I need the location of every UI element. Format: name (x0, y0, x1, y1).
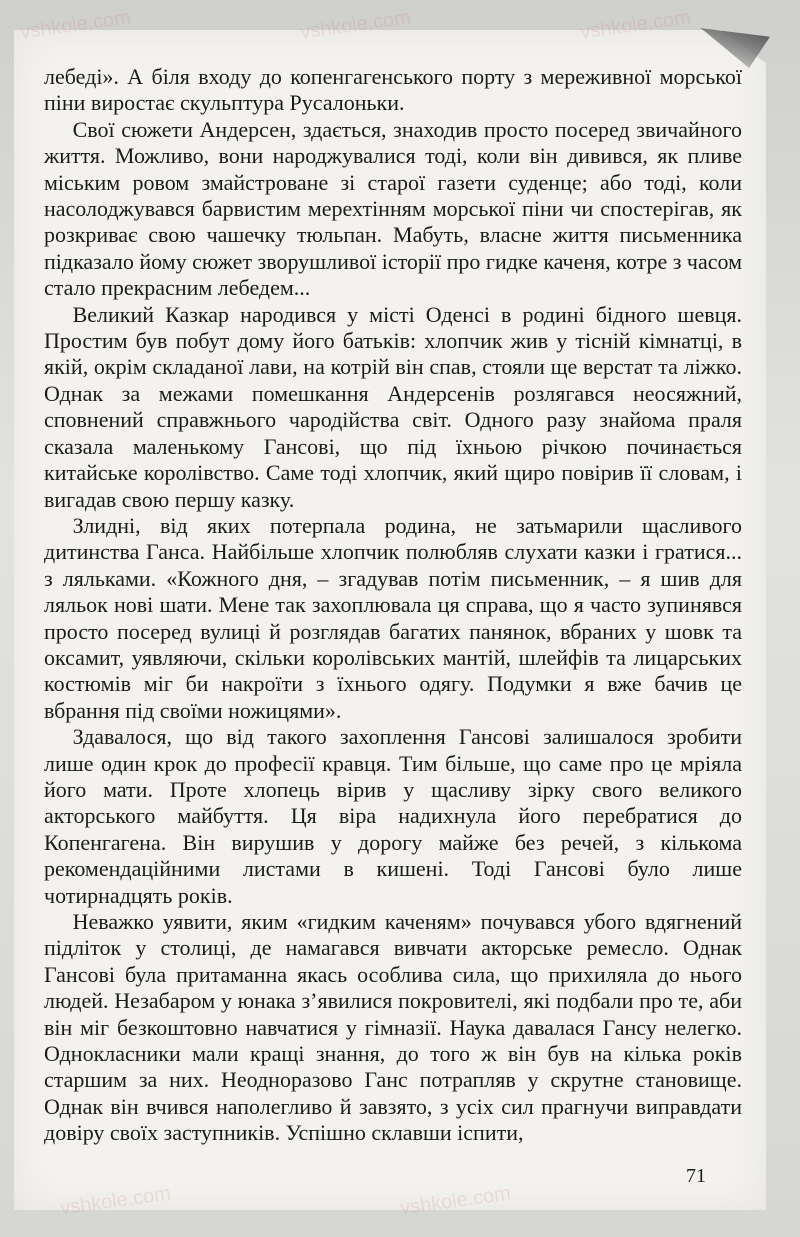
paragraph: Неважко уявити, яким «гидким каченям» почувався убого вдягнений підліток у столиці, де намагався вивчати акторське ремесло. Однак Гансові була притаманна якась особлива сила, що прихиляла до нього людей. Незабаром у юнака з’явилися покровителі, які подбали про те, аби він міг безкоштовно навчатися у гімназії. Наука давалася Гансу нелегко. Однокласники мали кращі знання, до того ж він був на кілька років старшим за них. Неодноразово Ганс потрапляв у скрутне становище. Однак він вчився наполегливо й завзято, з усіх сил прагнучи виправдати довіру своїх заступників. Успішно склавши іспити, (44, 909, 742, 1146)
body-text (44, 64, 742, 1147)
paragraph: Великий Казкар народився у місті Оденсі в родині бідного шевця. Простим був побут дому його батьків: хлопчик жив у тісній кімнатці, в якій, окрім складаної лави, на котрій він спав, стояли ще верстат та ліжко. Однак за межами помешкання Андерсенів розлягався неосяжний, сповнений справжнього чародійства світ. Одного разу знайома праля сказала маленькому Гансові, що під їхньою річкою починається китайське королівство. Саме тоді хлопчик, який щиро повірив її словам, і вигадав свою першу казку. (44, 301, 742, 512)
paragraph: Свої сюжети Андерсен, здається, знаходив просто посеред звичайного життя. Можливо, вони народжувалися тоді, коли він дивився, як пливе міським ровом змайстроване зі старої газети суденце; або тоді, коли насолоджувався барвистим мерехтінням морської піни чи спостерігав, як розкриває свою чашечку тюльпан. Мабуть, власне життя письменника підказало йому сюжет зворушливої історії про гидке каченя, котре з часом стало прекрасним лебедем... (44, 116, 742, 301)
paragraph: лебеді». А біля входу до копенгагенського порту з мереживної морської піни виростає скульптура Русалоньки. (44, 64, 742, 116)
paragraph: Злидні, від яких потерпала родина, не затьмарили щасливого дитинства Ганса. Найбільше хлопчик полюбляв слухати казки і гратися... з ляльками. «Кожного дня, – згадував потім письменник, – я шив для ляльок нові шати. Мене так захоплювала ця справа, що я часто зупинявся просто посеред вулиці й розглядав багатих панянок, вбраних у шовк та оксамит, уявляючи, скільки королівських мантій, шлейфів та лицарських костюмів міг би накроїти з їхнього одягу. Подумки я вже бачив це вбрання під своїми ножицями». (44, 512, 742, 723)
paragraph: Здавалося, що від такого захоплення Гансові залишалося зробити лише один крок до професії кравця. Тим більше, що саме про це мріяла його мати. Проте хлопець вірив у щасливу зірку свого великого акторського майбуття. Ця віра надихнула його перебратися до Копенгагена. Він вирушив у дорогу майже без речей, з кількома рекомендаційними листами в кишені. Тоді Гансові було лише чотирнадцять років. (44, 724, 742, 908)
page-number: 71 (686, 1165, 706, 1187)
